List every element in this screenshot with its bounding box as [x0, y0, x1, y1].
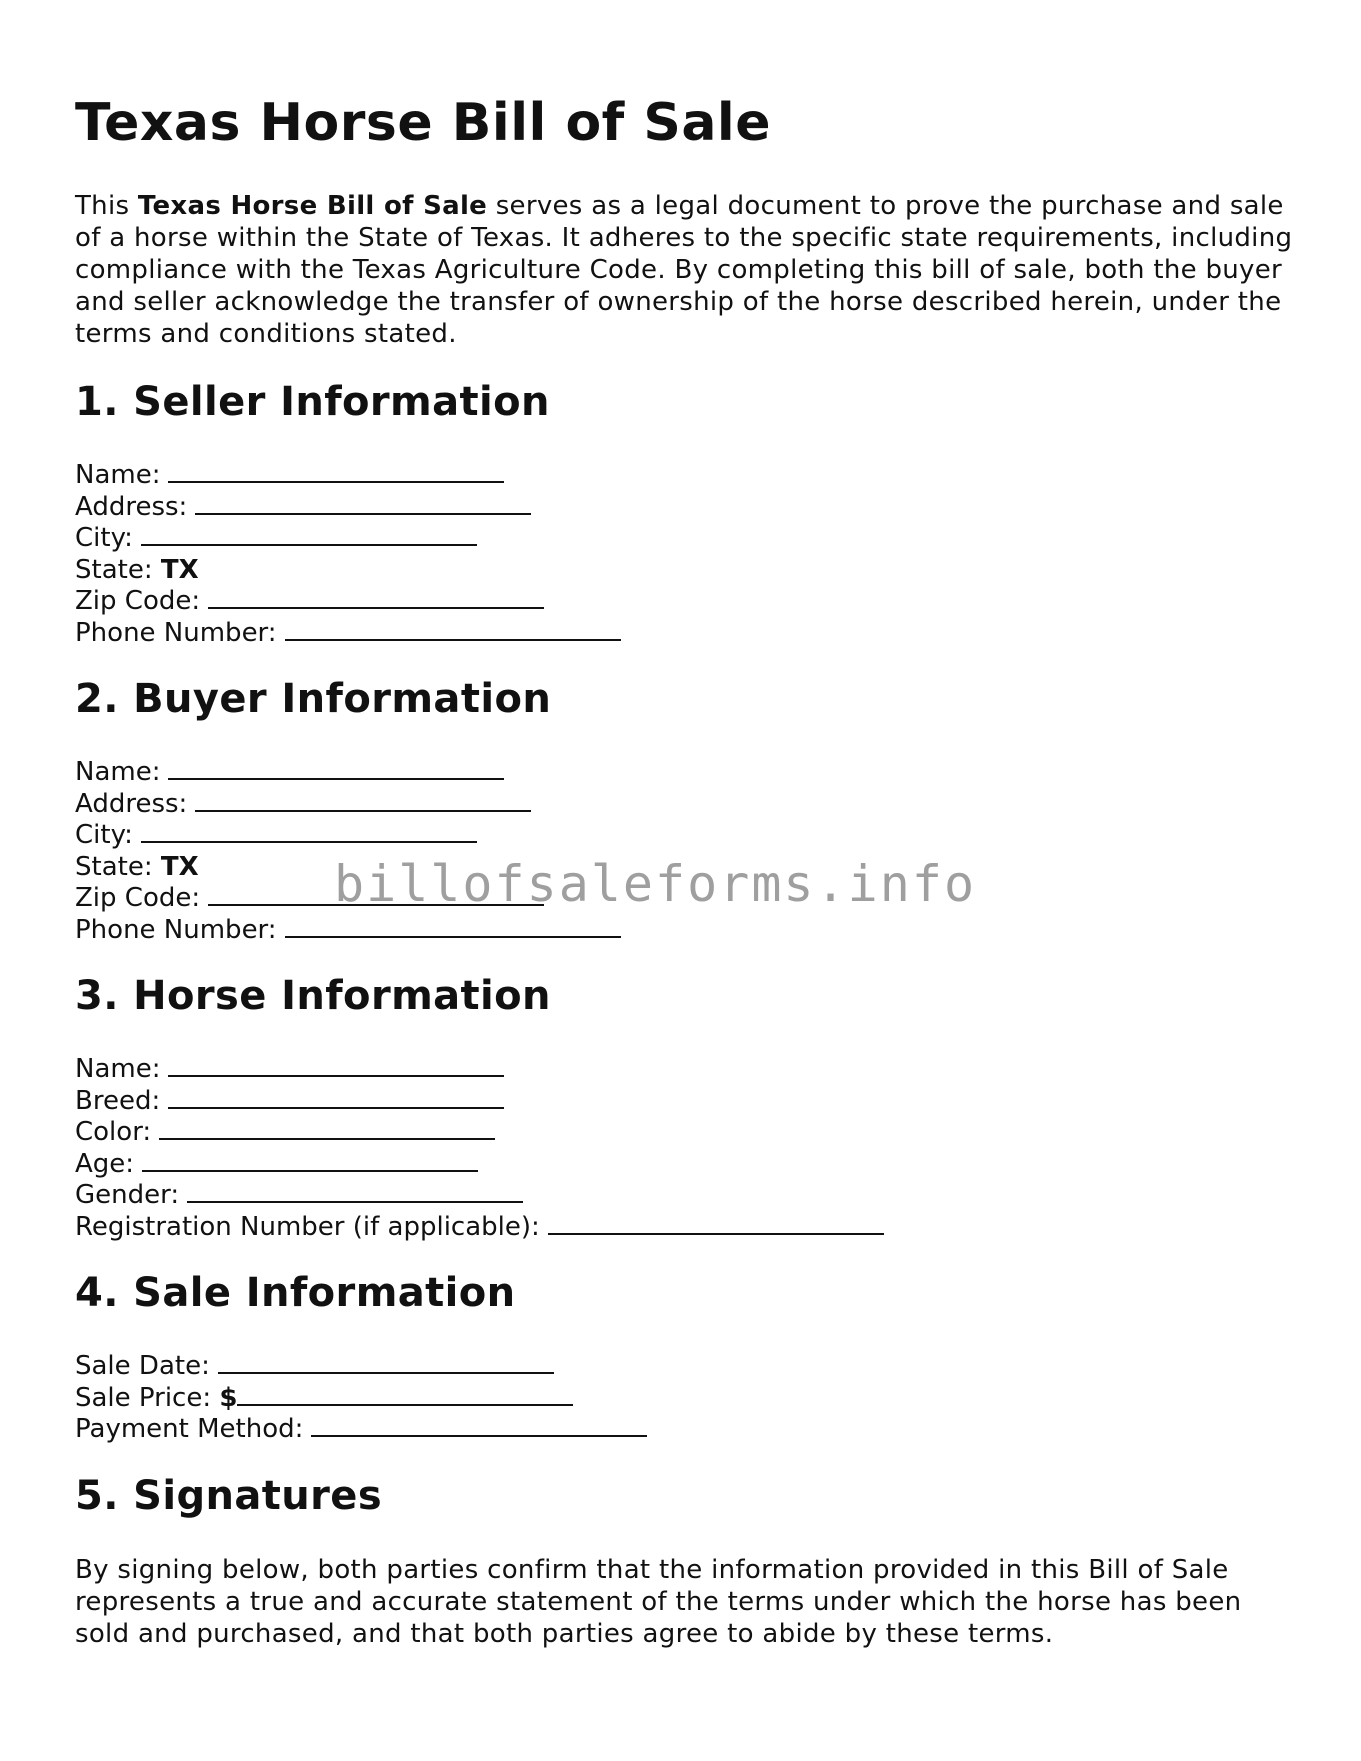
buyer-name-label: Name: [75, 757, 161, 788]
seller-city-row [75, 523, 1295, 555]
horse-gender-row [75, 1180, 1295, 1212]
buyer-fields [75, 757, 1295, 946]
horse-breed-field[interactable] [168, 1087, 504, 1109]
signatures-paragraph: By signing below, both parties confirm that the information provided in this Bill of Sale represents a true and accurate statement of the terms under which the horse has been sold and purchased, and that both parties agree to abide by these terms. [75, 1554, 1242, 1649]
seller-city-label: City: [75, 523, 133, 554]
sale-price-symbol: $ [219, 1382, 238, 1413]
watermark-text: billofsaleforms.info [334, 855, 977, 913]
buyer-address-label: Address: [75, 788, 188, 819]
buyer-city-field[interactable] [141, 821, 477, 843]
buyer-state-label: State: [75, 851, 153, 882]
seller-zip-field[interactable] [208, 587, 544, 609]
buyer-zip-label: Zip Code: [75, 883, 201, 914]
horse-fields [75, 1054, 1295, 1243]
horse-registration-label: Registration Number (if applicable): [75, 1211, 540, 1242]
buyer-state-value: TX [160, 851, 199, 882]
document-title: Texas Horse Bill of Sale [75, 93, 772, 153]
intro-prefix: This [75, 191, 138, 222]
intro-bold-title: Texas Horse Bill of Sale [137, 191, 488, 222]
intro-paragraph [75, 190, 1295, 350]
sale-fields [75, 1351, 1295, 1446]
buyer-name-row [75, 757, 1295, 789]
seller-name-label: Name: [75, 460, 161, 491]
sale-payment-row [75, 1414, 1295, 1446]
seller-phone-label: Phone Number: [75, 617, 277, 648]
seller-name-row [75, 460, 1295, 492]
sale-payment-label: Payment Method: [75, 1414, 304, 1445]
buyer-phone-row [75, 915, 1295, 947]
signatures-heading: 5. Signatures [75, 1472, 383, 1519]
horse-age-label: Age: [75, 1148, 135, 1179]
buyer-city-label: City: [75, 820, 133, 851]
buyer-address-row [75, 789, 1295, 821]
sale-price-label: Sale Price: [75, 1382, 212, 1413]
intro-text: serves as a legal document to prove the purchase and sale of a horse within the State of Texas. It adheres to the specific state requirements, including compliance with the Texas Agriculture Code. By completing this bill of sale, both the buyer and seller acknowledge the transfer of ownership of the horse described herein, under the terms and conditions stated. [75, 191, 1293, 350]
horse-heading: 3. Horse Information [75, 973, 551, 1020]
seller-heading: 1. Seller Information [75, 379, 550, 426]
sale-date-row [75, 1351, 1295, 1383]
seller-phone-row [75, 618, 1295, 650]
sale-date-field[interactable] [218, 1352, 554, 1374]
horse-color-field[interactable] [159, 1118, 495, 1140]
horse-name-field[interactable] [168, 1055, 504, 1077]
sale-price-field[interactable] [237, 1384, 573, 1406]
buyer-name-field[interactable] [168, 758, 504, 780]
buyer-heading: 2. Buyer Information [75, 676, 552, 723]
horse-breed-label: Breed: [75, 1085, 161, 1116]
buyer-address-field[interactable] [195, 790, 531, 812]
seller-city-field[interactable] [141, 524, 477, 546]
sale-payment-field[interactable] [311, 1415, 647, 1437]
seller-fields [75, 460, 1295, 649]
seller-address-row [75, 492, 1295, 524]
horse-age-field[interactable] [142, 1150, 478, 1172]
horse-registration-row [75, 1212, 1295, 1244]
horse-name-label: Name: [75, 1054, 161, 1085]
horse-name-row [75, 1054, 1295, 1086]
seller-zip-label: Zip Code: [75, 586, 201, 617]
seller-address-field[interactable] [195, 493, 531, 515]
horse-gender-field[interactable] [187, 1181, 523, 1203]
buyer-phone-field[interactable] [285, 916, 621, 938]
seller-address-label: Address: [75, 491, 188, 522]
horse-color-row [75, 1117, 1295, 1149]
buyer-city-row [75, 820, 1295, 852]
sale-price-row [75, 1383, 1295, 1415]
horse-registration-field[interactable] [548, 1213, 884, 1235]
sale-heading: 4. Sale Information [75, 1270, 516, 1317]
horse-color-label: Color: [75, 1117, 152, 1148]
horse-breed-row [75, 1086, 1295, 1118]
seller-zip-row [75, 586, 1295, 618]
horse-age-row [75, 1149, 1295, 1181]
seller-state-value: TX [160, 554, 199, 585]
horse-gender-label: Gender: [75, 1180, 180, 1211]
seller-state-label: State: [75, 554, 153, 585]
buyer-phone-label: Phone Number: [75, 914, 277, 945]
sale-date-label: Sale Date: [75, 1351, 210, 1382]
seller-name-field[interactable] [168, 461, 504, 483]
seller-state-row [75, 555, 1295, 587]
seller-phone-field[interactable] [285, 619, 621, 641]
